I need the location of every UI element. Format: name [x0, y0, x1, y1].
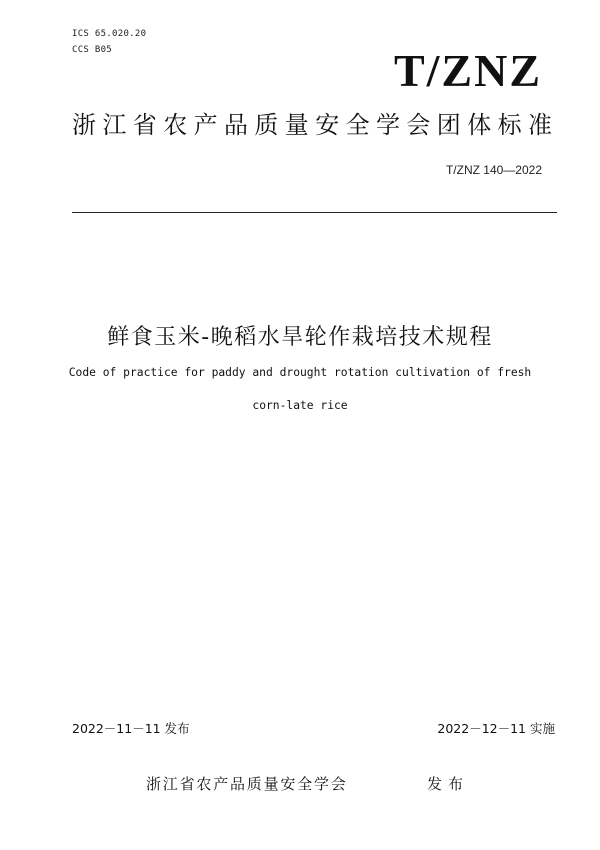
release-date: 2022－11－11 发布	[72, 721, 190, 736]
organization-title: 浙江省农产品质量安全学会团体标准	[72, 111, 559, 139]
document-title-english-line2: corn-late rice	[252, 399, 348, 412]
document-title-chinese: 鲜食玉米-晚稻水旱轮作栽培技术规程	[107, 325, 493, 350]
header-divider	[72, 212, 557, 213]
ccs-code: CCS B05	[72, 45, 113, 55]
ics-code: ICS 65.020.20	[72, 29, 147, 39]
standard-number: T/ZNZ 140—2022	[445, 163, 542, 177]
implementation-date: 2022－12－11 实施	[437, 721, 555, 736]
standard-logo: T/ZNZ	[393, 45, 542, 96]
publisher-name: 浙江省农产品质量安全学会	[146, 775, 348, 793]
publish-label: 发布	[427, 775, 470, 793]
document-title-english-line1: Code of practice for paddy and drought rotation cultivation of fresh	[68, 366, 532, 379]
